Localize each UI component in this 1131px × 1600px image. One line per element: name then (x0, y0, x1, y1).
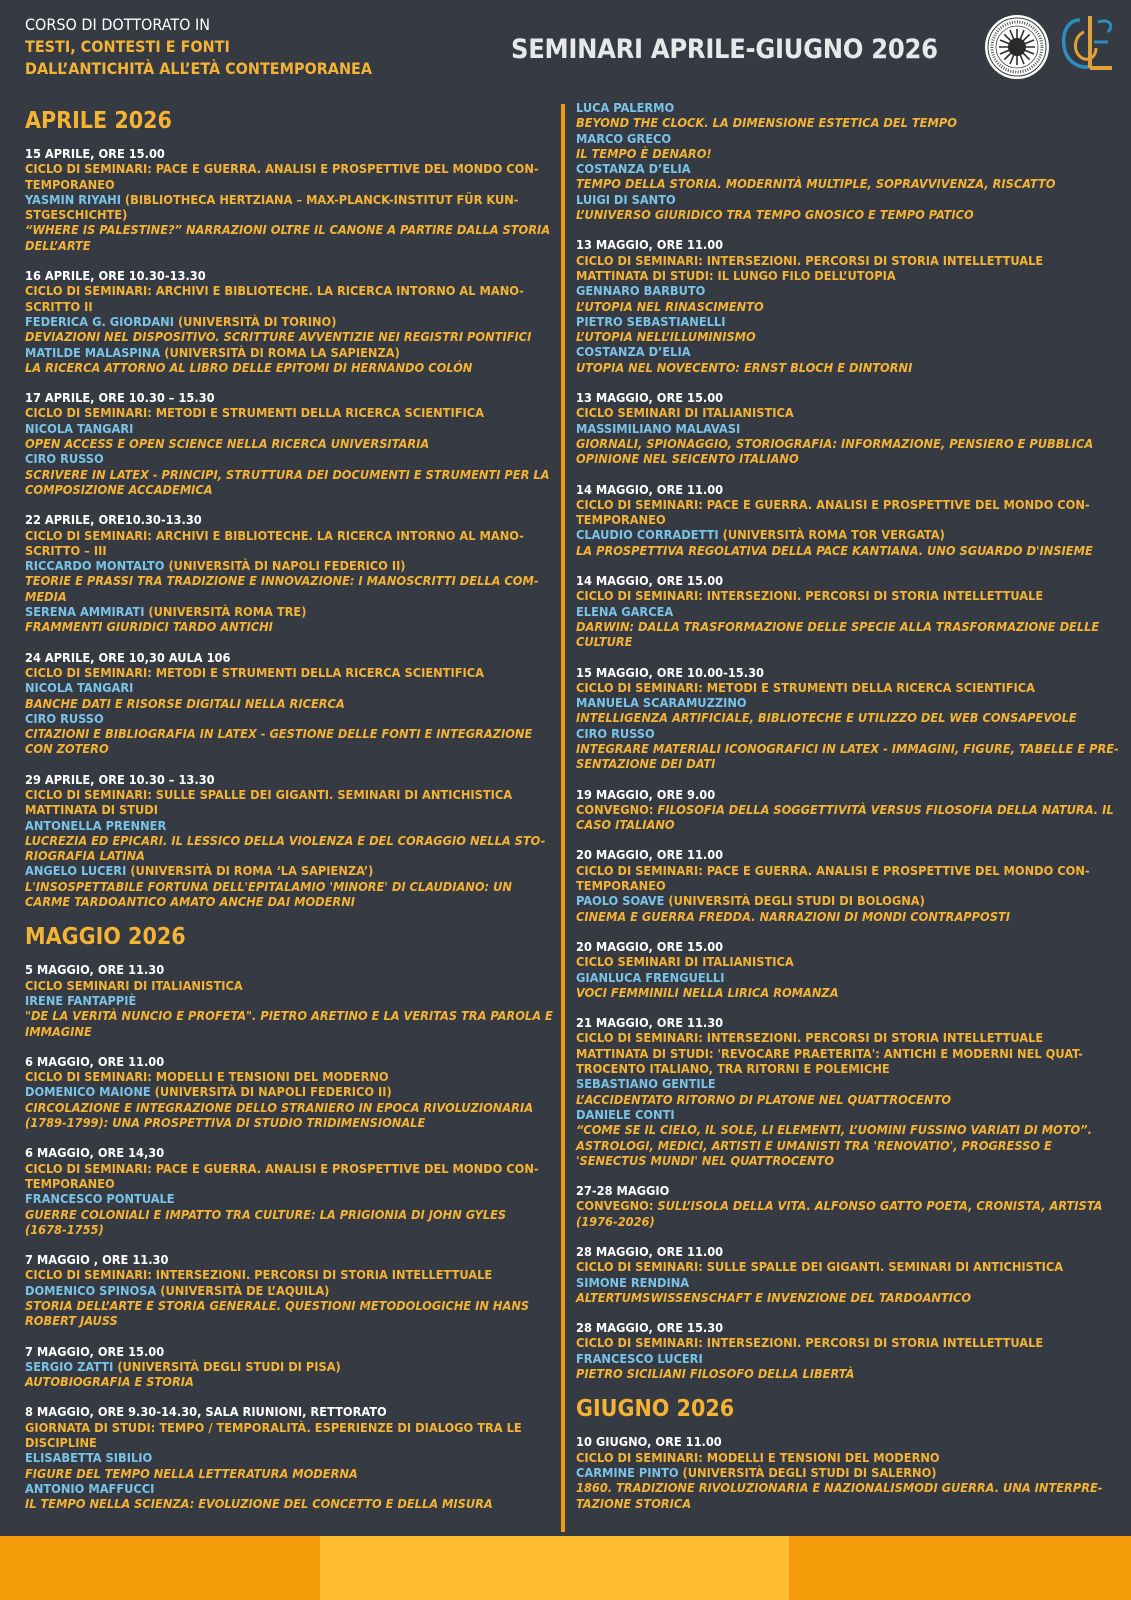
page-header (0, 0, 1131, 100)
event-series: CICLO DI SEMINARI: ARCHIVI E BIBLIOTECHE. LA RICERCA INTORNO AL MANO- (25, 283, 524, 299)
event-series: TEMPORANEO (25, 176, 115, 192)
speaker-name: CIRO RUSSO (25, 710, 104, 726)
event-date: 27-28 MAGGIO (576, 1183, 670, 1199)
event-line (25, 314, 555, 329)
event-series: CICLO DI SEMINARI: PACE E GUERRA. ANALISI E PROSPETTIVE DEL MONDO CON- (576, 496, 1090, 512)
talk-title: DELL’ARTE (25, 237, 91, 253)
speaker-name: FEDERICA G. GIORDANI (25, 313, 174, 329)
affiliation: (UNIVERSITÀ DE L’AQUILA) (156, 1282, 330, 1298)
speaker-name: RICCARDO MONTALTO (25, 558, 165, 574)
seminar-event (576, 1244, 1124, 1305)
speaker-name: LUIGI DI SANTO (576, 191, 676, 207)
event-series: CICLO DI SEMINARI: MODELLI E TENSIONI DEL MODERNO (25, 1069, 389, 1085)
speaker-name: DANIELE CONTI (576, 1106, 675, 1122)
event-date: 7 MAGGIO, ORE 15.00 (25, 1343, 165, 1359)
speaker-name: ANTONIO MAFFUCCI (25, 1480, 155, 1496)
event-series: CICLO DI SEMINARI: PACE E GUERRA. ANALISI E PROSPETTIVE DEL MONDO CON- (25, 161, 539, 177)
speaker-name: DOMENICO SPINOSA (25, 1282, 157, 1298)
speaker-name: GENNARO BARBUTO (576, 283, 706, 299)
talk-title: (1976-2026) (576, 1213, 655, 1229)
speaker-name: CIRO RUSSO (25, 451, 104, 467)
event-series: CICLO SEMINARI DI ITALIANISTICA (25, 977, 243, 993)
talk-title: L’UTOPIA NEL RINASCIMENTO (576, 298, 764, 314)
speaker-name: SEBASTIANO GENTILE (576, 1076, 716, 1092)
speaker-name: GIANLUCA FRENGUELLI (576, 969, 725, 985)
event-series: MATTINATA DI STUDI: IL LUNGO FILO DELL’UTOPIA (576, 267, 896, 283)
course-name-line2: DALL’ANTICHITÀ ALL’ETÀ CONTEMPORANEA (25, 59, 372, 78)
speaker-name: ANGELO LUCERI (25, 863, 127, 879)
event-series: CICLO DI SEMINARI: PACE E GUERRA. ANALISI E PROSPETTIVE DEL MONDO CON- (576, 862, 1090, 878)
footer-bar (0, 1536, 1131, 1600)
event-series: STGESCHICHTE) (25, 207, 128, 223)
event-date: 10 GIUGNO, ORE 11.00 (576, 1434, 722, 1450)
talk-title: CIRCOLAZIONE E INTEGRAZIONE DELLO STRANIERO IN EPOCA RIVOLUZIONARIA (25, 1099, 534, 1115)
talk-title: AUTOBIOGRAFIA E STORIA (25, 1374, 194, 1390)
event-line (25, 604, 555, 619)
schedule-content (0, 100, 1131, 1532)
event-series: CICLO DI SEMINARI: INTERSEZIONI. PERCORSI DI STORIA INTELLETTUALE (576, 588, 1044, 604)
affiliation: (UNIVERSITÀ DI TORINO) (173, 313, 337, 329)
seminar-event (576, 939, 1124, 1000)
affiliation: (UNIVERSITÀ DI NAPOLI FEDERICO II) (150, 1084, 392, 1100)
month-heading: GIUGNO 2026 (576, 1396, 735, 1423)
talk-title: SULL’ISOLA DELLA VITA. ALFONSO GATTO POETA, CRONISTA, ARTISTA (657, 1198, 1103, 1214)
speaker-name: MATILDE MALASPINA (25, 344, 161, 360)
event-date: 16 APRILE, ORE 10.30-13.30 (25, 268, 206, 284)
event-line (25, 1283, 555, 1298)
event-series: CICLO DI SEMINARI: ARCHIVI E BIBLIOTECHE. LA RICERCA INTORNO AL MANO- (25, 527, 524, 543)
course-name-line1: TESTI, CONTESTI E FONTI (25, 37, 230, 56)
event-line (576, 1198, 1124, 1213)
event-line (576, 802, 1124, 817)
event-date: 15 APRILE, ORE 15.00 (25, 146, 165, 161)
affiliation: (UNIVERSITÀ DEGLI STUDI DI SALERNO) (678, 1464, 937, 1480)
event-series: SCRITTO II (25, 298, 93, 314)
event-date: 28 MAGGIO, ORE 11.00 (576, 1244, 724, 1259)
event-series: CICLO SEMINARI DI ITALIANISTICA (576, 405, 794, 421)
month-heading: MAGGIO 2026 (25, 924, 186, 951)
affiliation: CONVEGNO: (576, 1198, 658, 1214)
footer-segment (0, 1536, 320, 1600)
talk-title: (1678-1755) (25, 1221, 104, 1237)
seminar-event (25, 650, 555, 757)
talk-title: CARME TARDOANTICO AMATO ANCHE DAI MODERNI (25, 894, 356, 910)
talk-title: CITAZIONI E BIBLIOGRAFIA IN LATEX - GESTIONE DELLE FONTI E INTEGRAZIONE (25, 726, 533, 742)
seminar-event (576, 1320, 1124, 1381)
affiliation: CONVEGNO: (576, 801, 658, 817)
event-date: 17 APRILE, ORE 10.30 – 15.30 (25, 390, 215, 406)
event-line (25, 1359, 555, 1374)
seminar-event (576, 787, 1124, 833)
course-label: CORSO DI DOTTORATO IN (25, 15, 211, 34)
speaker-name: YASMIN RIYAHI (25, 191, 121, 207)
speaker-name: CLAUDIO CORRADETTI (576, 527, 719, 543)
talk-title: LA RICERCA ATTORNO AL LIBRO DELLE EPITOMI DI HERNANDO COLÓN (25, 359, 473, 375)
seminar-event (25, 390, 555, 497)
event-series: SCRITTO – III (25, 542, 107, 558)
seminar-event (576, 390, 1124, 466)
event-series: CICLO DI SEMINARI: METODI E STRUMENTI DELLA RICERCA SCIENTIFICA (25, 405, 484, 421)
event-line (576, 1465, 1124, 1480)
university-seal-icon (984, 14, 1050, 80)
seminar-event (576, 573, 1124, 649)
speaker-name: ELISABETTA SIBILIO (25, 1450, 153, 1466)
event-series: CICLO DI SEMINARI: INTERSEZIONI. PERCORSI DI STORIA INTELLETTUALE (576, 252, 1044, 268)
talk-title: GIORNALI, SPIONAGGIO, STORIOGRAFIA: INFORMAZIONE, PENSIERO E PUBBLICA (576, 435, 1094, 451)
event-series: CICLO DI SEMINARI: METODI E STRUMENTI DELLA RICERCA SCIENTIFICA (576, 679, 1035, 695)
seminar-event (576, 665, 1124, 772)
talk-title: IMMAGINE (25, 1023, 92, 1039)
seminar-event (576, 1434, 1124, 1510)
department-logo-icon (1058, 12, 1118, 76)
schedule-column-right (576, 100, 1124, 1526)
event-series: GIORNATA DI STUDI: TEMPO / TEMPORALITÀ. ESPERIENZE DI DIALOGO TRA LE (25, 1419, 522, 1435)
talk-title: CASO ITALIANO (576, 817, 675, 833)
talk-title: OPINIONE NEL SEICENTO ITALIANO (576, 451, 799, 467)
talk-title: PIETRO SICILIANI FILOSOFO DELLA LIBERTÀ (576, 1366, 855, 1382)
talk-title: IL TEMPO È DENARO! (576, 145, 712, 161)
event-date: 6 MAGGIO, ORE 14,30 (25, 1145, 165, 1161)
talk-title: STORIA DELL’ARTE E STORIA GENERALE. QUESTIONI METODOLOGICHE IN HANS (25, 1298, 530, 1313)
speaker-name: MANUELA SCARAMUZZINO (576, 695, 747, 711)
event-date: 20 MAGGIO, ORE 15.00 (576, 938, 724, 954)
seminar-event (25, 772, 555, 910)
speaker-name: FRANCESCO PONTUALE (25, 1191, 175, 1207)
seminar-event (25, 1404, 555, 1511)
event-line (25, 1084, 555, 1099)
event-series: MATTINATA DI STUDI (25, 802, 159, 818)
speaker-name: NICOLA TANGARI (25, 420, 134, 436)
event-line (25, 863, 555, 878)
event-series: CICLO DI SEMINARI: INTERSEZIONI. PERCORSI DI STORIA INTELLETTUALE (576, 1030, 1044, 1046)
talk-title: GUERRE COLONIALI E IMPATTO TRA CULTURE: LA PRIGIONIA DI JOHN GYLES (25, 1206, 507, 1222)
event-series: CICLO DI SEMINARI: INTERSEZIONI. PERCORSI DI STORIA INTELLETTUALE (25, 1267, 493, 1283)
speaker-name: PIETRO SEBASTIANELLI (576, 313, 726, 329)
speaker-name: MASSIMILIANO MALAVASI (576, 420, 741, 436)
seminar-event (25, 1344, 555, 1390)
affiliation: (UNIVERSITÀ DEGLI STUDI DI BOLOGNA) (664, 893, 925, 909)
affiliation: (UNIVERSITÀ DI ROMA ‘LA SAPIENZA’) (126, 863, 374, 879)
seminar-event (576, 482, 1124, 558)
talk-title: L'INSOSPETTABILE FORTUNA DELL'EPITALAMIO 'MINORE' DI CLAUDIANO: UN (25, 878, 512, 894)
event-series: CICLO DI SEMINARI: SULLE SPALLE DEI GIGANTI. SEMINARI DI ANTICHISTICA (25, 786, 513, 802)
event-date: 5 MAGGIO, ORE 11.30 (25, 962, 165, 978)
speaker-name: ELENA GARCEA (576, 603, 674, 619)
affiliation: (UNIVERSITÀ DEGLI STUDI DI PISA) (113, 1358, 341, 1374)
event-date: 7 MAGGIO , ORE 11.30 (25, 1252, 169, 1268)
talk-title: L’UNIVERSO GIURIDICO TRA TEMPO GNOSICO E TEMPO PATICO (576, 207, 974, 223)
page-title: SEMINARI APRILE-GIUGNO 2026 (511, 34, 938, 65)
seminar-event (25, 268, 555, 375)
event-series: TEMPORANEO (576, 512, 666, 528)
talk-title: ROBERT JAUSS (25, 1313, 118, 1329)
talk-title: 'SENECTUS MUNDI' NEL QUATTROCENTO (576, 1152, 835, 1168)
affiliation: (BIBLIOTHECA HERTZIANA – MAX-PLANCK-INSTITUT FÜR KUN- (120, 191, 519, 207)
event-date: 28 MAGGIO, ORE 15.30 (576, 1320, 724, 1336)
talk-title: VOCI FEMMINILI NELLA LIRICA ROMANZA (576, 984, 839, 1000)
event-series: TROCENTO ITALIANO, TRA RITORNI E POLEMICHE (576, 1061, 890, 1077)
event-series: TEMPORANEO (576, 878, 666, 894)
talk-title: ASTROLOGI, MEDICI, ARTISTI E UMANISTI TRA 'RENOVATIO', PROGRESSO E (576, 1137, 1052, 1153)
event-date: 13 MAGGIO, ORE 11.00 (576, 237, 724, 253)
event-date: 19 MAGGIO, ORE 9.00 (576, 786, 716, 802)
speaker-name: SERGIO ZATTI (25, 1358, 114, 1374)
affiliation: (UNIVERSITÀ ROMA TOR VERGATA) (718, 527, 945, 543)
talk-title: ALTERTUMSWISSENSCHAFT E INVENZIONE DEL TARDOANTICO (576, 1289, 972, 1305)
footer-segment (320, 1536, 789, 1600)
seminar-event (25, 1252, 555, 1328)
event-series: CICLO DI SEMINARI: SULLE SPALLE DEI GIGANTI. SEMINARI DI ANTICHISTICA (576, 1259, 1064, 1275)
speaker-name: FRANCESCO LUCERI (576, 1350, 703, 1366)
talk-title: “COME SE IL CIELO, IL SOLE, LI ELEMENTI, L’UOMINI FUSSINO VARIATI DI MOTO”. (576, 1122, 1092, 1138)
talk-title: INTEGRARE MATERIALI ICONOGRAFICI IN LATEX - IMMAGINI, FIGURE, TABELLE E PRE- (576, 740, 1119, 756)
event-series: CICLO DI SEMINARI: MODELLI E TENSIONI DEL MODERNO (576, 1449, 940, 1465)
affiliation: (UNIVERSITÀ ROMA TRE) (144, 604, 307, 620)
event-series: DISCIPLINE (25, 1435, 97, 1451)
event-series: CICLO DI SEMINARI: PACE E GUERRA. ANALISI E PROSPETTIVE DEL MONDO CON- (25, 1160, 539, 1176)
event-line (25, 192, 555, 207)
talk-title: FIGURE DEL TEMPO NELLA LETTERATURA MODERNA (25, 1465, 358, 1481)
seminar-event (25, 146, 555, 253)
seminar-event (25, 512, 555, 634)
speaker-name: COSTANZA D’ELIA (576, 344, 691, 360)
event-series: CICLO DI SEMINARI: INTERSEZIONI. PERCORSI DI STORIA INTELLETTUALE (576, 1335, 1044, 1351)
speaker-name: DOMENICO MAIONE (25, 1084, 151, 1100)
event-line (576, 893, 1124, 908)
speaker-name: IRENE FANTAPPIÈ (25, 992, 137, 1008)
talk-title: BEYOND THE CLOCK. LA DIMENSIONE ESTETICA DEL TEMPO (576, 115, 957, 131)
event-line (25, 345, 555, 360)
seminar-event (576, 847, 1124, 923)
talk-title: SENTAZIONE DEI DATI (576, 756, 716, 772)
event-series: TEMPORANEO (25, 1175, 115, 1191)
talk-title: DEVIAZIONI NEL DISPOSITIVO. SCRITTURE AVVENTIZIE NEI REGISTRI PONTIFICI (25, 329, 532, 345)
talk-title: COMPOSIZIONE ACCADEMICA (25, 481, 213, 497)
talk-title: DARWIN: DALLA TRASFORMAZIONE DELLE SPECIE ALLA TRASFORMAZIONE DELLE (576, 618, 1100, 634)
talk-title: LA PROSPETTIVA REGOLATIVA DELLA PACE KANTIANA. UNO SGUARDO D'INSIEME (576, 542, 1093, 558)
speaker-name: MARCO GRECO (576, 130, 672, 146)
event-date: 20 MAGGIO, ORE 11.00 (576, 847, 724, 863)
talk-title: SCRIVERE IN LATEX - PRINCIPI, STRUTTURA DEI DOCUMENTI E STRUMENTI PER LA (25, 466, 550, 482)
speaker-name: PAOLO SOAVE (576, 893, 665, 909)
talk-title: UTOPIA NEL NOVECENTO: ERNST BLOCH E DINTORNI (576, 359, 913, 375)
seminar-event (576, 1015, 1124, 1168)
talk-title: 1860. TRADIZIONE RIVOLUZIONARIA E NAZIONALISMODI GUERRA. UNA INTERPRE- (576, 1480, 1103, 1496)
event-date: 15 MAGGIO, ORE 10.00-15.30 (576, 664, 764, 680)
speaker-name: CARMINE PINTO (576, 1464, 679, 1480)
event-series: MATTINATA DI STUDI: 'REVOCARE PRAETERITA': ANTICHI E MODERNI NEL QUAT- (576, 1045, 1083, 1061)
talk-title: RIOGRAFIA LATINA (25, 848, 145, 864)
event-date: 21 MAGGIO, ORE 11.30 (576, 1015, 724, 1031)
talk-title: FILOSOFIA DELLA SOGGETTIVITÀ VERSUS FILOSOFIA DELLA NATURA. IL (657, 801, 1114, 817)
talk-title: (1789-1799): UNA PROSPETTIVA DI STUDIO TRIDIMENSIONALE (25, 1115, 426, 1131)
event-date: 13 MAGGIO, ORE 15.00 (576, 390, 724, 406)
talk-title: “WHERE IS PALESTINE?” NARRAZIONI OLTRE IL CANONE A PARTIRE DALLA STORIA (25, 222, 551, 238)
event-date: 14 MAGGIO, ORE 15.00 (576, 573, 724, 589)
speaker-name: COSTANZA D’ELIA (576, 161, 691, 177)
talk-title: "DE LA VERITÀ NUNCIO E PROFETA". PIETRO ARETINO E LA VERITAS TRA PAROLA E (25, 1008, 553, 1024)
month-heading: APRILE 2026 (25, 108, 172, 134)
event-line (25, 558, 555, 573)
event-line (576, 527, 1124, 542)
speaker-name: SIMONE RENDINA (576, 1274, 690, 1290)
footer-segment (789, 1536, 1131, 1600)
talk-title: L’ACCIDENTATO RITORNO DI PLATONE NEL QUATTROCENTO (576, 1091, 952, 1107)
event-date: 29 APRILE, ORE 10.30 – 13.30 (25, 771, 215, 787)
talk-title: CON ZOTERO (25, 741, 109, 757)
seminar-event (576, 237, 1124, 375)
speaker-name: LUCA PALERMO (576, 100, 675, 115)
talk-title: L’UTOPIA NELL’ILLUMINISMO (576, 329, 756, 345)
talk-title: IL TEMPO NELLA SCIENZA: EVOLUZIONE DEL CONCETTO E DELLA MISURA (25, 1496, 493, 1512)
event-date: 14 MAGGIO, ORE 11.00 (576, 481, 724, 497)
seminar-event (25, 962, 555, 1038)
schedule-column-left (25, 100, 555, 1527)
event-date: 8 MAGGIO, ORE 9.30-14.30, SALA RIUNIONI, RETTORATO (25, 1404, 387, 1420)
talk-title: LUCREZIA ED EPICARI. IL LESSICO DELLA VIOLENZA E DEL CORAGGIO NELLA STO- (25, 832, 546, 848)
talk-title: INTELLIGENZA ARTIFICIALE, BIBLIOTECHE E UTILIZZO DEL WEB CONSAPEVOLE (576, 710, 1077, 726)
talk-title: TAZIONE STORICA (576, 1495, 692, 1511)
event-date: 6 MAGGIO, ORE 11.00 (25, 1053, 165, 1069)
speaker-name: NICOLA TANGARI (25, 680, 134, 696)
event-series: CICLO SEMINARI DI ITALIANISTICA (576, 954, 794, 970)
talk-title: TEMPO DELLA STORIA. MODERNITÀ MULTIPLE, SOPRAVVIVENZA, RISCATTO (576, 176, 1056, 192)
speaker-name: ANTONELLA PRENNER (25, 817, 167, 833)
event-series: CICLO DI SEMINARI: METODI E STRUMENTI DELLA RICERCA SCIENTIFICA (25, 664, 484, 680)
seminar-event (25, 1054, 555, 1130)
talk-title: FRAMMENTI GIURIDICI TARDO ANTICHI (25, 619, 273, 635)
affiliation: (UNIVERSITÀ DI NAPOLI FEDERICO II) (164, 558, 406, 574)
event-date: 22 APRILE, ORE10.30-13.30 (25, 512, 202, 528)
talk-title: TEORIE E PRASSI TRA TRADIZIONE E INNOVAZIONE: I MANOSCRITTI DELLA COM- (25, 573, 539, 589)
talk-title: MEDIA (25, 588, 67, 604)
affiliation: (UNIVERSITÀ DI ROMA LA SAPIENZA) (160, 344, 400, 360)
column-divider (561, 104, 565, 1532)
seminar-event (25, 1145, 555, 1237)
speaker-name: SERENA AMMIRATI (25, 604, 145, 620)
speaker-name: CIRO RUSSO (576, 725, 655, 741)
talk-title: CINEMA E GUERRA FREDDA. NARRAZIONI DI MONDI CONTRAPPOSTI (576, 908, 1010, 924)
talk-title: BANCHE DATI E RISORSE DIGITALI NELLA RICERCA (25, 695, 345, 711)
event-date: 24 APRILE, ORE 10,30 AULA 106 (25, 649, 231, 665)
talk-title: CULTURE (576, 634, 633, 650)
seminar-event (576, 100, 1124, 222)
seminar-event (576, 1183, 1124, 1229)
talk-title: OPEN ACCESS E OPEN SCIENCE NELLA RICERCA UNIVERSITARIA (25, 436, 430, 452)
